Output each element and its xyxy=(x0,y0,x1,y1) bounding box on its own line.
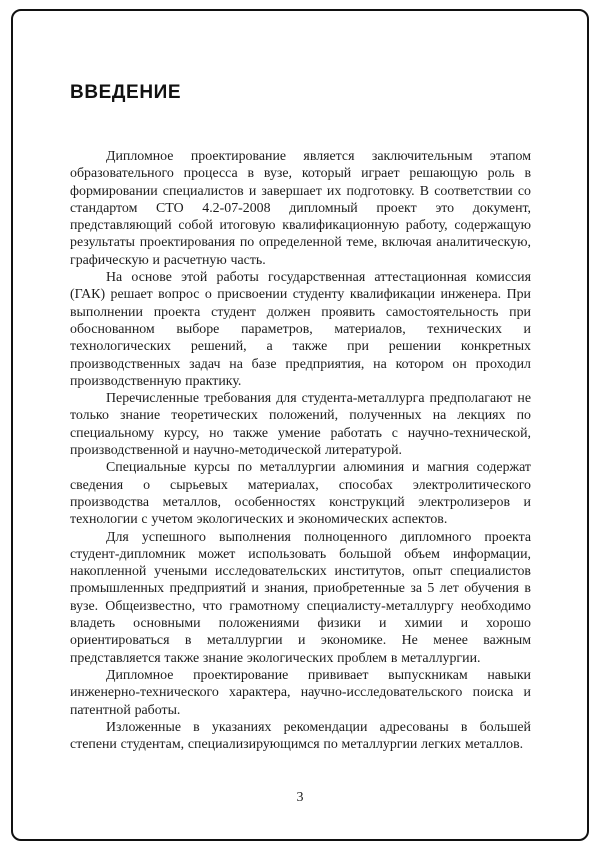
paragraph: Для успешного выполнения полноценного дипломного проекта студент-дипломник может использовать большой объем информации, накопленной учеными исследовательских институтов, опыт специалистов промышленных предприятий и знания, приобретенные за 5 лет обучения в вузе. Общеизвестно, что грамотному специалисту-металлургу необходимо владеть основными положениями физики и химии и хорошо ориентироваться в металлургии и экономике. Не менее важным представляется также знание экологических проблем в металлургии. xyxy=(70,529,531,666)
paragraph: Изложенные в указаниях рекомендации адресованы в большей степени студентам, специализирующимся по металлургии легких металлов. xyxy=(70,719,531,753)
page-title: ВВЕДЕНИЕ xyxy=(70,82,182,103)
paragraph: Дипломное проектирование является заключительным этапом образовательного процесса в вузе, который играет решающую роль в формировании специалистов и завершает их подготовку. В соответствии со стандартом СТО 4.2-07-2008 дипломный проект это документ, представляющий собой итоговую квалификационную работу, содержащую результаты проектирования по определенной теме, включая аналитическую, графическую и расчетную часть. xyxy=(70,149,531,268)
paragraph: Перечисленные требования для студента-металлурга предполагают не только знание теоретических положений, полученных на лекциях по специальному курсу, но также умение работать с научно-технической, производственной и научно-методической литературой. xyxy=(70,391,531,459)
document-page xyxy=(70,82,531,753)
page-number: 3 xyxy=(296,790,304,805)
paragraph: Дипломное проектирование прививает выпускникам навыки инженерно-технического характера, научно-исследовательского поиска и патентной работы. xyxy=(70,667,531,718)
paragraph: Специальные курсы по металлургии алюминия и магния содержат сведения о сырьевых материалах, способах электролитического производства металлов, особенностях конструкций электролизеров и технологии с учетом экологических и экономических аспектов. xyxy=(70,460,531,528)
paragraph: На основе этой работы государственная аттестационная комиссия (ГАК) решает вопрос о присвоении студенту квалификации инженера. При выполнении проекта студент должен проявить самостоятельность при обоснованном выборе параметров, материалов, технических и технологических решений, а также при решении конкретных производственных задач на базе предприятия, на котором он проходил производственную практику. xyxy=(70,270,531,389)
